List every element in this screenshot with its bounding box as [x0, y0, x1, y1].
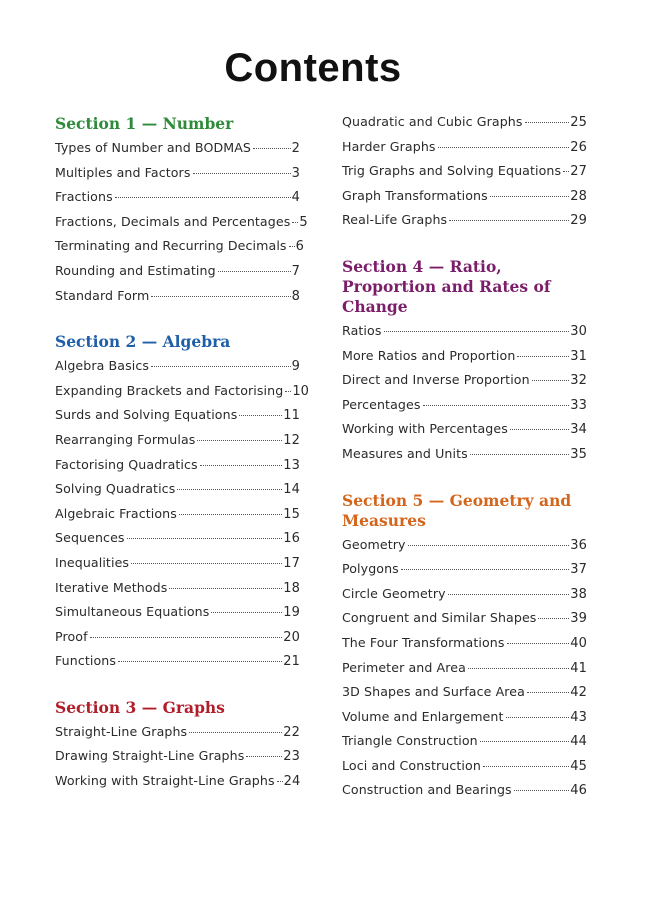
dot-leader [525, 122, 570, 123]
entry-title: Sequences [55, 530, 125, 546]
entry-title: Inequalities [55, 554, 130, 570]
dot-leader [401, 569, 569, 570]
toc-entry[interactable] [55, 555, 300, 580]
section-heading: Section 4 — Ratio, Proportion and Rates of Change [342, 256, 551, 316]
dot-leader [289, 246, 295, 247]
section-heading: Section 2 — Algebra [55, 332, 231, 352]
dot-leader [177, 489, 282, 490]
toc-entry[interactable] [55, 773, 300, 798]
toc-section [342, 257, 587, 471]
entry-page-number: 34 [570, 422, 587, 438]
entry-title: Circle Geometry [342, 585, 446, 601]
toc-entry[interactable] [55, 748, 300, 773]
toc-entry[interactable] [342, 709, 587, 734]
dot-leader [423, 405, 570, 406]
toc-entry[interactable] [342, 372, 587, 397]
toc-entry[interactable] [342, 348, 587, 373]
entry-title: Algebra Basics [55, 358, 150, 374]
toc-entry[interactable] [55, 653, 300, 678]
toc-entry[interactable] [55, 530, 300, 555]
entry-page-number: 2 [291, 141, 300, 156]
entry-title: Polygons [342, 561, 399, 577]
entry-title: Perimeter and Area [342, 659, 466, 675]
toc-entry[interactable] [55, 724, 300, 749]
toc-entry[interactable] [55, 432, 300, 457]
dot-leader [483, 766, 569, 767]
entry-title: Simultaneous Equations [55, 604, 210, 620]
toc-entry[interactable] [342, 586, 587, 611]
entry-title: Fractions, Decimals and Percentages [55, 213, 291, 229]
entry-title: Types of Number and BODMAS [55, 140, 252, 155]
toc-entry[interactable] [55, 506, 300, 531]
entry-title: Expanding Brackets and Factorising [55, 382, 284, 398]
toc-entry[interactable] [342, 561, 587, 586]
entry-title: Graph Transformations [342, 187, 488, 203]
dot-leader [510, 429, 569, 430]
entry-title: Quadratic and Cubic Graphs [342, 114, 523, 129]
entry-page-number: 44 [570, 734, 587, 750]
toc-section [55, 114, 308, 312]
entry-title: Harder Graphs [342, 138, 436, 154]
entry-page-number: 40 [570, 635, 587, 651]
entry-page-number: 21 [283, 654, 300, 670]
entry-page-number: 24 [283, 774, 301, 790]
toc-entry[interactable] [342, 139, 587, 164]
toc-section [55, 698, 300, 798]
toc-entry[interactable] [55, 457, 300, 482]
toc-entry[interactable] [342, 446, 587, 471]
dot-leader [438, 147, 570, 148]
entry-title: Rearranging Formulas [55, 431, 196, 447]
entry-page-number: 15 [283, 506, 300, 522]
toc-entry[interactable] [55, 604, 300, 629]
entry-page-number: 9 [291, 359, 300, 375]
entry-title: Proof [55, 628, 88, 644]
entry-title: Triangle Construction [342, 733, 478, 749]
entry-page-number: 16 [283, 531, 300, 547]
entry-title: Working with Straight-Line Graphs [55, 773, 275, 789]
dot-leader [115, 197, 291, 198]
entry-page-number: 39 [570, 611, 587, 627]
toc-entry[interactable] [342, 537, 587, 562]
entry-page-number: 36 [570, 537, 587, 553]
section-heading: Section 3 — Graphs [55, 697, 225, 717]
entry-page-number: 13 [283, 457, 300, 473]
entry-page-number: 35 [570, 446, 587, 462]
entry-title: Solving Quadratics [55, 481, 176, 497]
section-heading: Section 5 — Geometry and Measures [342, 490, 572, 530]
contents-right-column [342, 114, 587, 827]
entry-title: Iterative Methods [55, 579, 168, 595]
entry-title: Rounding and Estimating [55, 262, 216, 278]
entry-page-number: 8 [291, 288, 300, 304]
dot-leader [151, 366, 291, 367]
entry-page-number: 26 [570, 139, 587, 155]
entry-page-number: 6 [295, 239, 304, 255]
toc-entry[interactable] [55, 140, 300, 165]
entry-page-number: 33 [570, 397, 587, 413]
entry-title: Loci and Construction [342, 757, 481, 773]
toc-entry[interactable] [342, 212, 587, 237]
toc-entry[interactable] [55, 263, 300, 288]
toc-entry[interactable] [342, 421, 587, 446]
toc-entry[interactable] [55, 407, 300, 432]
dot-leader [200, 465, 283, 466]
entry-page-number: 32 [570, 373, 587, 389]
dot-leader [449, 220, 569, 221]
dot-leader [468, 668, 569, 669]
entry-page-number: 4 [291, 190, 300, 206]
toc-entry[interactable] [55, 213, 308, 239]
entry-page-number: 20 [283, 629, 300, 645]
dot-leader [131, 563, 282, 564]
toc-entry[interactable] [55, 580, 300, 605]
entry-page-number: 38 [570, 586, 587, 602]
dot-leader [197, 440, 282, 441]
dot-leader [506, 717, 570, 718]
toc-entry[interactable] [342, 660, 587, 685]
toc-entry[interactable] [342, 782, 587, 807]
entry-page-number: 41 [570, 660, 587, 676]
dot-leader [239, 415, 282, 416]
dot-leader [448, 594, 570, 595]
entry-page-number: 31 [570, 348, 587, 364]
toc-entry[interactable] [55, 358, 300, 383]
dot-leader [527, 692, 569, 693]
entry-title: Measures and Units [342, 445, 468, 461]
dot-leader [517, 356, 569, 357]
entry-title: Factorising Quadratics [55, 456, 198, 472]
toc-entry[interactable] [55, 288, 300, 313]
dot-leader [532, 380, 570, 381]
dot-leader [127, 538, 283, 539]
entry-page-number: 42 [570, 685, 587, 701]
entry-title: Straight-Line Graphs [55, 723, 188, 739]
dot-leader [490, 196, 569, 197]
entry-title: More Ratios and Proportion [342, 347, 516, 363]
toc-entry[interactable] [342, 114, 587, 139]
entry-page-number: 17 [283, 555, 300, 571]
toc-entry[interactable] [55, 189, 300, 214]
toc-entry[interactable] [55, 382, 310, 408]
entry-page-number: 30 [570, 323, 587, 339]
entry-page-number: 28 [570, 188, 587, 204]
entry-title: Congruent and Similar Shapes [342, 610, 537, 626]
dot-leader [253, 148, 291, 149]
toc-entry[interactable] [342, 733, 587, 758]
entry-page-number: 7 [291, 263, 300, 279]
entry-title: Trig Graphs and Solving Equations [342, 163, 562, 179]
dot-leader [246, 756, 282, 757]
toc-entry[interactable] [55, 629, 300, 654]
toc-section [342, 114, 587, 237]
dot-leader [563, 171, 569, 172]
dot-leader [408, 545, 570, 546]
entry-page-number: 45 [570, 758, 587, 774]
entry-page-number: 5 [299, 214, 308, 230]
dot-leader [538, 618, 569, 619]
toc-entry[interactable] [342, 610, 587, 635]
entry-page-number: 27 [570, 164, 587, 180]
toc-entry[interactable] [342, 635, 587, 660]
toc-entry[interactable] [342, 684, 587, 709]
entry-title: Terminating and Recurring Decimals [55, 238, 287, 254]
dot-leader [470, 454, 569, 455]
toc-entry[interactable] [342, 323, 587, 348]
page-title: Contents [224, 46, 402, 90]
entry-page-number: 10 [292, 383, 310, 399]
entry-title: Surds and Solving Equations [55, 407, 238, 423]
dot-leader [169, 588, 282, 589]
dot-leader [179, 514, 282, 515]
entry-title: Functions [55, 653, 117, 669]
entry-title: Standard Form [55, 287, 150, 303]
entry-title: Fractions [55, 189, 113, 205]
dot-leader [384, 331, 570, 332]
entry-page-number: 3 [291, 165, 300, 181]
entry-page-number: 22 [283, 724, 300, 740]
toc-entry[interactable] [55, 481, 300, 506]
entry-page-number: 12 [283, 432, 300, 448]
entry-page-number: 11 [283, 408, 300, 424]
entry-title: Drawing Straight-Line Graphs [55, 748, 245, 764]
entry-title: Percentages [342, 396, 421, 412]
dot-leader [189, 732, 282, 733]
toc-section [342, 491, 587, 808]
toc-entry[interactable] [342, 163, 587, 188]
entry-title: Working with Percentages [342, 421, 508, 437]
dot-leader [285, 391, 291, 392]
entry-page-number: 18 [283, 580, 300, 596]
toc-entry[interactable] [342, 397, 587, 422]
toc-entry[interactable] [55, 165, 300, 190]
entry-page-number: 29 [570, 213, 587, 229]
toc-section [55, 332, 310, 678]
entry-title: Volume and Enlargement [342, 708, 504, 724]
dot-leader [193, 173, 291, 174]
entry-title: Algebraic Fractions [55, 505, 177, 521]
dot-leader [218, 271, 291, 272]
contents-left-column [55, 114, 310, 818]
dot-leader [507, 643, 570, 644]
toc-entry[interactable] [342, 758, 587, 783]
entry-title: 3D Shapes and Surface Area [342, 684, 525, 700]
toc-entry[interactable] [342, 188, 587, 213]
entry-title: Direct and Inverse Proportion [342, 372, 530, 388]
entry-page-number: 23 [283, 749, 300, 765]
entry-page-number: 46 [570, 783, 587, 799]
entry-title: The Four Transformations [342, 634, 505, 650]
dot-leader [211, 612, 282, 613]
dot-leader [292, 222, 298, 223]
entry-page-number: 37 [570, 562, 587, 578]
dot-leader [118, 661, 282, 662]
dot-leader [151, 296, 290, 297]
entry-title: Multiples and Factors [55, 164, 191, 180]
dot-leader [277, 781, 283, 782]
entry-page-number: 43 [570, 709, 587, 725]
entry-title: Geometry [342, 536, 406, 552]
dot-leader [480, 741, 570, 742]
dot-leader [90, 637, 283, 638]
entry-title: Construction and Bearings [342, 782, 512, 798]
entry-page-number: 14 [283, 482, 300, 498]
entry-page-number: 19 [283, 605, 300, 621]
section-heading: Section 1 — Number [55, 114, 234, 133]
entry-title: Real-Life Graphs [342, 212, 448, 228]
entry-page-number: 25 [570, 115, 587, 130]
toc-entry[interactable] [55, 238, 304, 263]
dot-leader [514, 790, 570, 791]
entry-title: Ratios [342, 322, 382, 338]
